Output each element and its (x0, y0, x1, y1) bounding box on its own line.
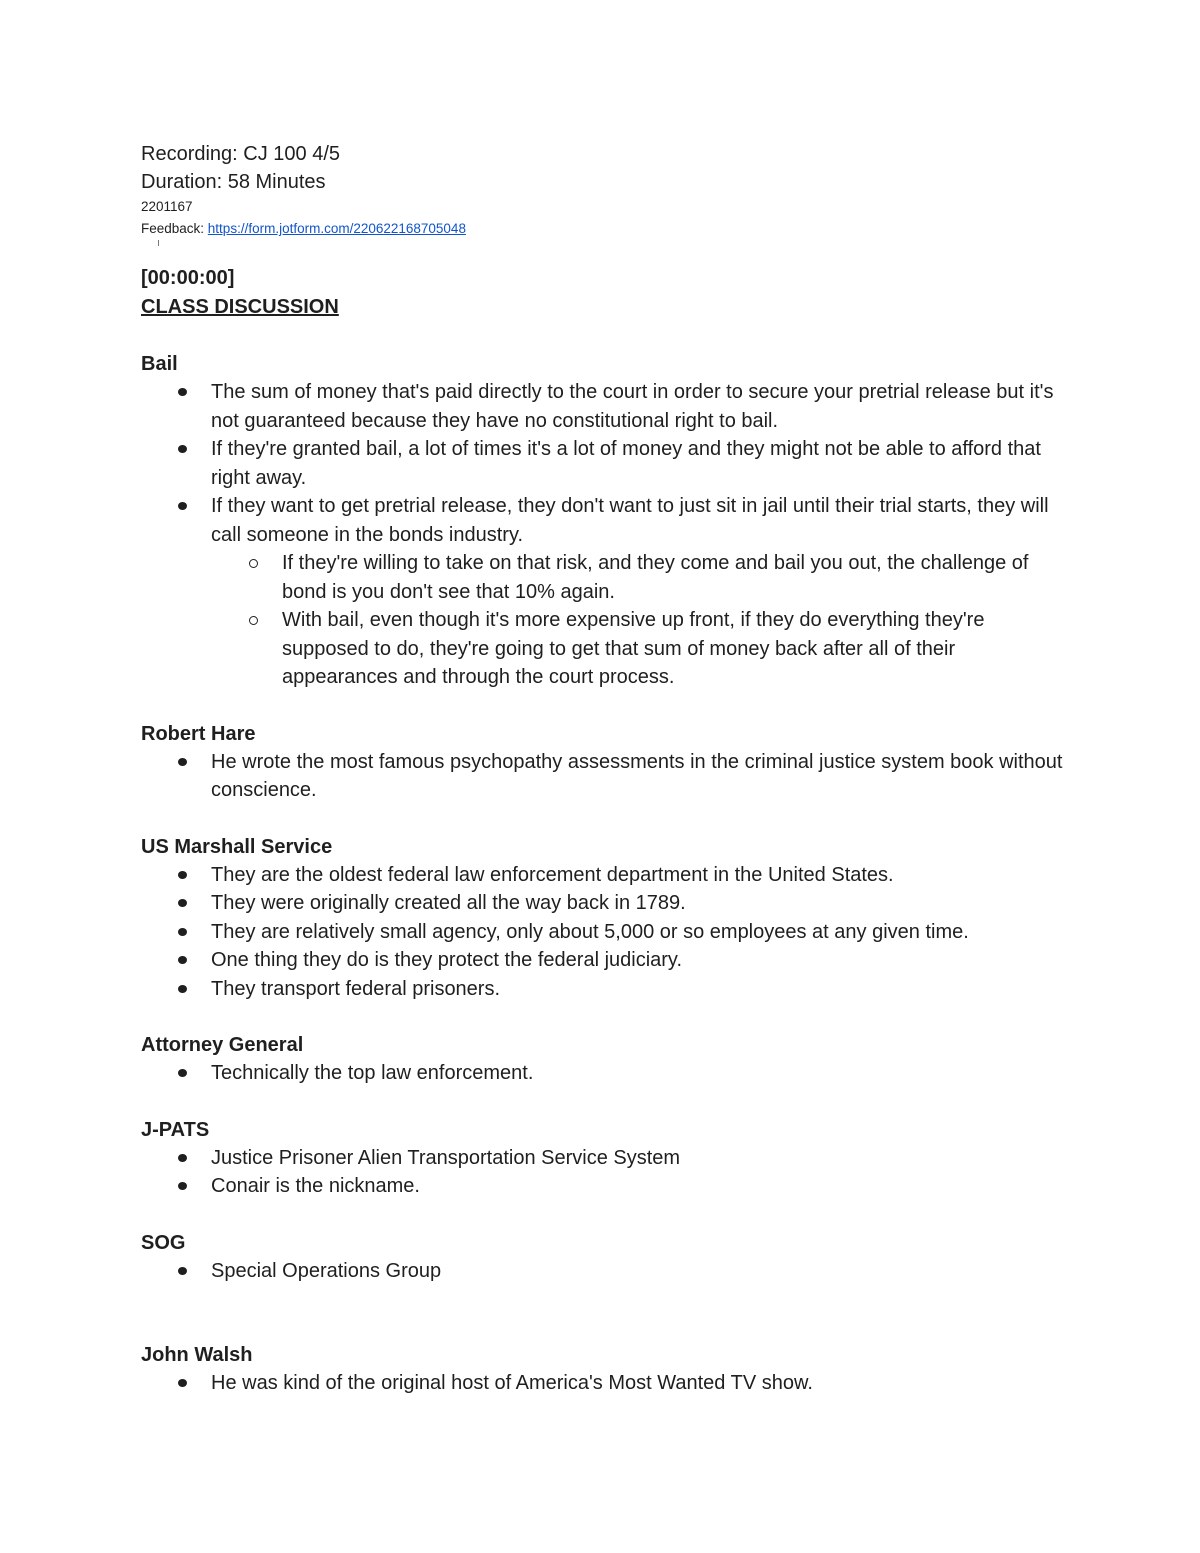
bullet-dot-icon (178, 928, 187, 936)
feedback-link[interactable]: https://form.jotform.com/220622168705048 (207, 221, 466, 236)
duration-line: Duration: 58 Minutes (141, 171, 326, 193)
list-item (211, 748, 1071, 805)
bullet-list (141, 1144, 1071, 1201)
list-item-text: They were originally created all the way back in 1789. (211, 892, 686, 914)
bullet-dot-icon (178, 1379, 187, 1387)
sub-list-item (282, 549, 1071, 606)
hollow-bullet-icon (249, 559, 258, 568)
topic-title: John Walsh (141, 1344, 253, 1366)
document-page (141, 140, 1071, 1398)
bullet-dot-icon (178, 388, 187, 396)
sub-bullet-list (211, 549, 1071, 692)
document-id: 2201167 (141, 199, 193, 214)
bullet-list (141, 748, 1071, 805)
sub-list-item-text: If they're willing to take on that risk, and they come and bail you out, the challenge of bond is you don't see that 10% again. (282, 552, 1029, 603)
topic-title: SOG (141, 1231, 186, 1254)
bullet-dot-icon (178, 871, 187, 879)
topic-title: J-PATS (141, 1118, 210, 1141)
sub-list-item (282, 606, 1071, 692)
list-item (211, 889, 1071, 918)
list-item (211, 1059, 1071, 1088)
sub-list-item-text: With bail, even though it's more expensive up front, if they do everything they're supposed to do, they're going to get that sum of money back after all of their appearances and through the court process. (282, 609, 985, 688)
list-item (211, 435, 1071, 492)
list-item-text: They are relatively small agency, only about 5,000 or so employees at any given time. (211, 920, 969, 943)
bullet-dot-icon (178, 1154, 187, 1162)
list-item (211, 1369, 1071, 1398)
bullet-dot-icon (178, 445, 187, 453)
list-item-text: Special Operations Group (211, 1259, 442, 1282)
topic-sog (141, 1229, 1071, 1286)
hollow-bullet-icon (249, 616, 258, 625)
list-item (211, 1257, 1071, 1286)
topic-j-pats (141, 1116, 1071, 1201)
list-item-text: If they're granted bail, a lot of times it's a lot of money and they might not be able to afford that right away. (211, 438, 1041, 489)
topic-title: US Marshall Service (141, 835, 333, 858)
list-item-text: If they want to get pretrial release, they don't want to just sit in jail until their trial starts, they will call someone in the bonds industry. (211, 495, 1049, 546)
list-item (211, 1144, 1071, 1173)
list-item (211, 1172, 1071, 1201)
bullet-list (141, 861, 1071, 1004)
feedback-label: Feedback: (141, 221, 208, 236)
bullet-dot-icon (178, 1267, 187, 1275)
section-heading: CLASS DISCUSSION (141, 296, 339, 318)
list-item-text: Technically the top law enforcement. (211, 1062, 534, 1084)
list-item-text: They are the oldest federal law enforcement department in the United States. (211, 863, 894, 886)
list-item (211, 975, 1071, 1004)
bullet-dot-icon (178, 1182, 187, 1190)
list-item (211, 861, 1071, 890)
list-item (211, 492, 1071, 692)
bullet-dot-icon (178, 956, 187, 964)
bullet-dot-icon (178, 899, 187, 907)
bullet-dot-icon (178, 1069, 187, 1077)
bullet-list (141, 378, 1071, 692)
list-item-text: Justice Prisoner Alien Transportation Service System (211, 1146, 681, 1169)
list-item-text: He wrote the most famous psychopathy assessments in the criminal justice system book without conscience. (211, 750, 1063, 801)
list-item-text: He was kind of the original host of America's Most Wanted TV show. (211, 1372, 813, 1394)
timestamp: [00:00:00] (141, 267, 235, 289)
list-item (211, 946, 1071, 975)
list-item (211, 378, 1071, 435)
list-item-text: One thing they do is they protect the federal judiciary. (211, 949, 683, 971)
topic-bail (141, 350, 1071, 692)
topic-us-marshall-service (141, 833, 1071, 1004)
bullet-list (141, 1059, 1071, 1088)
bullet-dot-icon (178, 985, 187, 993)
bullet-dot-icon (178, 758, 187, 766)
list-item-text: They transport federal prisoners. (211, 977, 501, 1000)
topic-title: Attorney General (141, 1034, 304, 1056)
cursor-mark (141, 240, 1071, 254)
topic-robert-hare (141, 720, 1071, 805)
list-item-text: Conair is the nickname. (211, 1175, 420, 1197)
feedback-line (141, 218, 1071, 240)
list-item-text: The sum of money that's paid directly to the court in order to secure your pretrial release but it's not guaranteed because they have no constitutional right to bail. (211, 381, 1054, 432)
bullet-dot-icon (178, 502, 187, 510)
bullet-list (141, 1257, 1071, 1286)
topic-title: Robert Hare (141, 722, 256, 745)
bullet-list (141, 1369, 1071, 1398)
recording-line: Recording: CJ 100 4/5 (141, 143, 341, 165)
topic-title: Bail (141, 353, 178, 375)
topic-john-walsh (141, 1341, 1071, 1398)
topic-attorney-general (141, 1031, 1071, 1088)
list-item (211, 918, 1071, 947)
